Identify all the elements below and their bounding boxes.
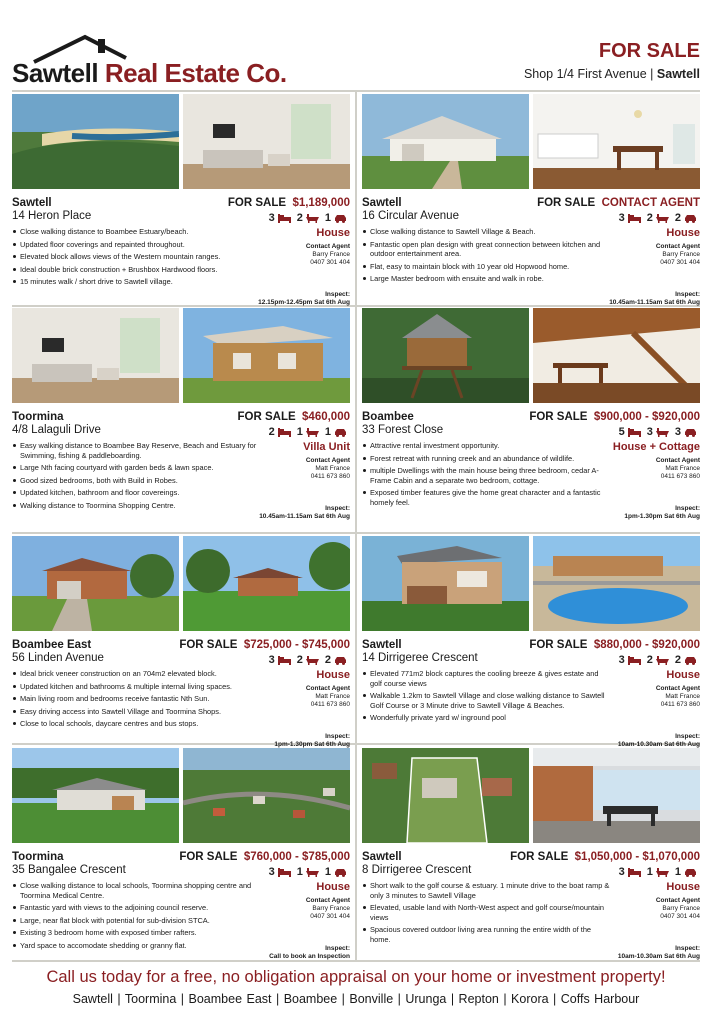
inspection: [274, 733, 350, 749]
bath-count: 2: [646, 654, 653, 666]
bath-icon: [656, 428, 669, 437]
agent-label: Contact Agent: [655, 457, 700, 464]
price-value: $1,050,000 - $1,070,000: [574, 851, 700, 863]
listing-features: [619, 654, 700, 666]
car-count: 3: [674, 426, 681, 438]
car-count: 1: [324, 426, 331, 438]
logo-suffix: Real Estate Co.: [104, 58, 287, 88]
inspection: [258, 291, 350, 307]
for-sale-heading: FOR SALE: [598, 40, 700, 62]
listing-suburb: Boambee: [362, 411, 414, 423]
bed-icon: [278, 214, 291, 223]
listing-suburb: Toormina: [12, 851, 64, 863]
feature-bullet: Yard space to accomodate shedding or granny flat.: [12, 941, 262, 951]
listing-suburb: Sawtell: [362, 197, 402, 209]
price-label: FOR SALE: [227, 197, 287, 209]
bath-icon: [306, 428, 319, 437]
bed-icon: [278, 428, 291, 437]
price-value: $460,000: [302, 411, 350, 423]
car-count: 1: [324, 866, 331, 878]
bed-icon: [628, 868, 641, 877]
price-value: $725,000 - $745,000: [243, 639, 350, 651]
feature-bullet: Large Master bedroom with ensuite and walk in robe.: [362, 274, 612, 284]
listing-street: 35 Bangalee Crescent: [12, 864, 126, 876]
price-label: FOR SALE: [529, 411, 588, 423]
inspection: [618, 945, 700, 961]
agent-name: Barry France: [662, 251, 700, 258]
listing-street: 33 Forest Close: [362, 424, 444, 436]
feature-list: [362, 441, 612, 511]
property-type: House: [316, 881, 350, 893]
feature-bullet: Good sized bedrooms, both with Build in Robes.: [12, 476, 262, 486]
feature-bullet: Main living room and bedrooms receive fantastic Nth Sun.: [12, 694, 262, 704]
inspect-label: Inspect:: [675, 945, 700, 952]
bed-count: 3: [268, 212, 275, 224]
inspection: [609, 291, 700, 307]
listing-photo: [183, 536, 350, 631]
price-value: $760,000 - $785,000: [243, 851, 350, 863]
listing-photo: [533, 308, 700, 403]
feature-bullet: Spacious covered outdoor living area running the entire width of the home.: [362, 925, 612, 944]
car-count: 1: [674, 866, 681, 878]
column-divider: [355, 90, 357, 960]
agent-phone: 0411 673 860: [310, 473, 350, 480]
listing-card: [12, 94, 350, 307]
listing-photo: [533, 94, 700, 189]
row-divider: [12, 532, 700, 534]
price-label: FOR SALE: [537, 197, 596, 209]
bed-count: 3: [618, 212, 625, 224]
listing-photos: [12, 308, 350, 403]
property-type: House: [666, 669, 700, 681]
agent-label: Contact Agent: [305, 457, 350, 464]
car-icon: [334, 214, 347, 223]
listing-price: [529, 639, 700, 651]
logo-text: [12, 58, 287, 89]
feature-bullet: Fantastic yard with views to the adjoining council reserve.: [12, 903, 262, 913]
bath-icon: [306, 214, 319, 223]
car-count: 1: [324, 212, 331, 224]
listing-card: [362, 748, 700, 961]
bed-count: 3: [618, 654, 625, 666]
agent-name: Matt France: [315, 465, 350, 472]
contact-agent: [656, 243, 700, 267]
listing-card: [12, 308, 350, 521]
agent-name: Barry France: [312, 251, 350, 258]
bath-icon: [656, 868, 669, 877]
bed-icon: [278, 656, 291, 665]
feature-bullet: Updated kitchen, bathroom and floor covereings.: [12, 488, 262, 498]
listing-suburb: Sawtell: [362, 851, 402, 863]
listing-street: 56 Linden Avenue: [12, 652, 104, 664]
agent-label: Contact Agent: [655, 685, 700, 692]
agent-label: Contact Agent: [655, 897, 700, 904]
listing-features: [619, 426, 700, 438]
car-count: 2: [674, 654, 681, 666]
listing-photos: [362, 748, 700, 843]
bed-icon: [278, 868, 291, 877]
bed-count: 5: [618, 426, 625, 438]
listing-suburb: Boambee East: [12, 639, 92, 651]
listing-photos: [12, 536, 350, 631]
car-icon: [684, 656, 697, 665]
feature-bullet: multiple Dwellings with the main house being three bedroom, cedar A-Frame Cabin and a separate two bedroom, cottage.: [362, 466, 612, 485]
feature-bullet: Forest retreat with running creek and an abundance of wildlife.: [362, 454, 612, 464]
feature-list: [362, 669, 612, 726]
feature-bullet: Elevated block allows views of the Western mountain ranges.: [12, 252, 262, 262]
inspect-label: Inspect:: [325, 945, 350, 952]
inspection: [624, 505, 700, 521]
bath-icon: [656, 214, 669, 223]
property-type: House: [316, 669, 350, 681]
address-prefix: Shop 1/4 First Avenue |: [523, 67, 654, 81]
listing-price: [537, 197, 700, 209]
bath-icon: [306, 868, 319, 877]
feature-bullet: Elevated 771m2 block captures the cooling breeze & gives estate and golf course views: [362, 669, 612, 688]
footer-suburbs: Sawtell | Toormina | Boambee East | Boambee | Bonville | Urunga | Repton | Korora | Coffs Harbour: [72, 992, 640, 1006]
inspection: [269, 945, 350, 961]
listing-street: 8 Dirrigeree Crescent: [362, 864, 472, 876]
listing-photo: [12, 748, 179, 843]
listing-price: [179, 851, 350, 863]
price-label: FOR SALE: [510, 851, 569, 863]
agent-label: Contact Agent: [305, 685, 350, 692]
feature-bullet: Close to local schools, daycare centres and bus stops.: [12, 719, 262, 729]
car-count: 2: [674, 212, 681, 224]
agent-phone: 0407 301 404: [660, 259, 700, 266]
listing-suburb: Toormina: [12, 411, 64, 423]
inspect-time: 10.45am-11.15am Sat 6th Aug: [609, 299, 700, 306]
listing-photo: [362, 308, 529, 403]
listing-photo: [362, 748, 529, 843]
car-icon: [684, 868, 697, 877]
agent-name: Barry France: [312, 905, 350, 912]
feature-list: [12, 441, 262, 514]
listing-features: [269, 654, 350, 666]
car-icon: [334, 428, 347, 437]
inspect-time: Call to book an Inspection: [269, 953, 350, 960]
bed-count: 2: [268, 426, 275, 438]
agent-phone: 0411 673 860: [660, 473, 700, 480]
price-value: $900,000 - $920,000: [593, 411, 700, 423]
agent-phone: 0407 301 404: [310, 913, 350, 920]
listing-street: 4/8 Lalaguli Drive: [12, 424, 101, 436]
agent-name: Matt France: [665, 693, 700, 700]
feature-list: [12, 227, 262, 290]
bath-count: 1: [646, 866, 653, 878]
footer-call-to-action: Call us today for a free, no obligation appraisal on your home or investment property!: [46, 968, 666, 986]
bath-count: 3: [646, 426, 653, 438]
feature-bullet: Easy walking distance to Boambee Bay Reserve, Beach and Estuary for Swimming, fishing & paddleboarding.: [12, 441, 262, 460]
listing-features: [619, 866, 700, 878]
feature-bullet: Short walk to the golf course & estuary. 1 minute drive to the boat ramp & only 3 minutes to Sawtell Village: [362, 881, 612, 900]
listing-photos: [362, 94, 700, 189]
price-value: $1,189,000: [292, 197, 350, 209]
listing-card: [362, 308, 700, 521]
contact-agent: [656, 685, 700, 709]
listing-photos: [362, 308, 700, 403]
bath-count: 1: [296, 426, 303, 438]
inspect-label: Inspect:: [325, 505, 350, 512]
listing-street: 14 Dirrigeree Crescent: [362, 652, 478, 664]
feature-bullet: 15 minutes walk / short drive to Sawtell village.: [12, 277, 262, 287]
agent-phone: 0411 673 860: [310, 701, 350, 708]
agent-label: Contact Agent: [305, 243, 350, 250]
inspect-label: Inspect:: [325, 733, 350, 740]
bed-icon: [628, 214, 641, 223]
listing-photo: [12, 94, 179, 189]
feature-bullet: Fantastic open plan design with great connection between kitchen and outdoor entertainment area.: [362, 240, 612, 259]
feature-bullet: Close walking distance to Boambee Estuary/beach.: [12, 227, 262, 237]
row-divider: [12, 90, 700, 92]
feature-bullet: Close walking distance to local schools, Toormina shopping centre and Toormina Medical Centre.: [12, 881, 262, 900]
bed-count: 3: [268, 866, 275, 878]
listing-photo: [533, 748, 700, 843]
feature-bullet: Large, near flat block with potential for sub-division STCA.: [12, 916, 262, 926]
contact-agent: [306, 685, 350, 709]
contact-agent: [656, 897, 700, 921]
property-type: House: [666, 881, 700, 893]
agent-label: Contact Agent: [305, 897, 350, 904]
inspect-time: 10am-10.30am Sat 6th Aug: [617, 741, 700, 748]
listing-features: [619, 212, 700, 224]
listing-card: [12, 748, 350, 961]
price-label: FOR SALE: [179, 851, 238, 863]
feature-list: [362, 881, 612, 948]
inspect-label: Inspect:: [675, 733, 700, 740]
listing-features: [269, 426, 350, 438]
feature-bullet: Flat, easy to maintain block with 10 year old Hopwood home.: [362, 262, 612, 272]
listing-price: [510, 851, 700, 863]
listing-photos: [362, 536, 700, 631]
listing-photo: [183, 94, 350, 189]
car-icon: [334, 656, 347, 665]
listing-street: 16 Circular Avenue: [362, 210, 459, 222]
price-value: CONTACT AGENT: [601, 197, 700, 209]
listing-photo: [362, 536, 529, 631]
listing-card: [362, 94, 700, 307]
listing-suburb: Sawtell: [362, 639, 402, 651]
inspect-time: 10.45am-11.15am Sat 6th Aug: [259, 513, 350, 520]
listing-photo: [362, 94, 529, 189]
listing-photos: [12, 94, 350, 189]
address-town: Sawtell: [656, 67, 700, 81]
listing-street: 14 Heron Place: [12, 210, 92, 222]
car-icon: [334, 868, 347, 877]
listing-photo: [533, 536, 700, 631]
listing-photos: [12, 748, 350, 843]
contact-agent: [306, 897, 350, 921]
contact-agent: [656, 457, 700, 481]
feature-bullet: Large Nth facing courtyard with garden beds & lawn space.: [12, 463, 262, 473]
feature-list: [12, 881, 262, 954]
property-type: House: [666, 227, 700, 239]
feature-bullet: Exposed timber features give the home great character and a fantastic homely feel.: [362, 488, 612, 507]
listing-features: [269, 866, 350, 878]
listing-price: [238, 411, 351, 423]
car-count: 2: [324, 654, 331, 666]
listing-card: [362, 536, 700, 749]
price-value: $880,000 - $920,000: [593, 639, 700, 651]
office-address: [524, 67, 700, 81]
inspection: [618, 733, 700, 749]
agent-name: Barry France: [662, 905, 700, 912]
inspect-label: Inspect:: [675, 505, 700, 512]
listing-photo: [183, 308, 350, 403]
bath-icon: [306, 656, 319, 665]
feature-bullet: Ideal brick veneer construction on an 704m2 elevated block.: [12, 669, 262, 679]
bed-icon: [628, 656, 641, 665]
inspect-label: Inspect:: [325, 291, 350, 298]
contact-agent: [306, 457, 350, 481]
listing-features: [269, 212, 350, 224]
property-type: House: [316, 227, 350, 239]
feature-bullet: Elevated, usable land with North-West aspect and golf course/mountain views: [362, 903, 612, 922]
logo-name: Sawtell: [12, 58, 99, 88]
feature-bullet: Updated kitchen and bathrooms & multiple internal living spaces.: [12, 682, 262, 692]
inspection: [259, 505, 350, 521]
listing-photo: [12, 308, 179, 403]
agent-phone: 0411 673 860: [660, 701, 700, 708]
agent-name: Matt France: [665, 465, 700, 472]
bath-count: 2: [296, 212, 303, 224]
feature-bullet: Easy driving access into Sawtell Village and Toormina Shops.: [12, 707, 262, 717]
inspect-label: Inspect:: [675, 291, 700, 298]
bed-count: 3: [268, 654, 275, 666]
property-type: Villa Unit: [303, 441, 350, 453]
agent-label: Contact Agent: [655, 243, 700, 250]
listing-photo: [12, 536, 179, 631]
listing-price: [179, 639, 350, 651]
feature-bullet: Updated floor coverings and repainted throughout.: [12, 240, 262, 250]
bath-count: 2: [296, 654, 303, 666]
price-label: FOR SALE: [237, 411, 296, 423]
price-label: FOR SALE: [179, 639, 238, 651]
bath-count: 1: [296, 866, 303, 878]
property-type: House + Cottage: [612, 441, 700, 453]
bath-icon: [656, 656, 669, 665]
listing-photo: [183, 748, 350, 843]
feature-bullet: Walkable 1.2km to Sawtell Village and close walking distance to Sawtell Golf Course or 3 Minute drive to Sawtell Village & Beaches.: [362, 691, 612, 710]
feature-list: [362, 227, 612, 287]
agent-name: Matt France: [315, 693, 350, 700]
price-label: FOR SALE: [529, 639, 588, 651]
inspect-time: 12.15pm-12.45pm Sat 6th Aug: [258, 299, 350, 306]
logo: [12, 34, 312, 90]
bed-icon: [628, 428, 641, 437]
feature-bullet: Ideal double brick construction + Brushbox Hardwood floors.: [12, 265, 262, 275]
listing-price: [529, 411, 700, 423]
agent-phone: 0407 301 404: [310, 259, 350, 266]
feature-bullet: Attractive rental investment opportunity.: [362, 441, 612, 451]
feature-bullet: Existing 3 bedroom home with exposed timber rafters.: [12, 928, 262, 938]
listing-suburb: Sawtell: [12, 197, 52, 209]
listing-card: [12, 536, 350, 749]
feature-list: [12, 669, 262, 732]
inspect-time: 1pm-1.30pm Sat 6th Aug: [624, 513, 700, 520]
agent-phone: 0407 301 404: [660, 913, 700, 920]
bed-count: 3: [618, 866, 625, 878]
inspect-time: 10am-10.30am Sat 6th Aug: [617, 953, 700, 960]
car-icon: [684, 214, 697, 223]
feature-bullet: Wonderfully private yard w/ inground pool: [362, 713, 612, 723]
contact-agent: [306, 243, 350, 267]
feature-bullet: Walking distance to Toormina Shopping Centre.: [12, 501, 262, 511]
listing-price: [228, 197, 350, 209]
bath-count: 2: [646, 212, 653, 224]
feature-bullet: Close walking distance to Sawtell Village & Beach.: [362, 227, 612, 237]
car-icon: [684, 428, 697, 437]
inspect-time: 1pm-1.30pm Sat 6th Aug: [274, 741, 350, 748]
